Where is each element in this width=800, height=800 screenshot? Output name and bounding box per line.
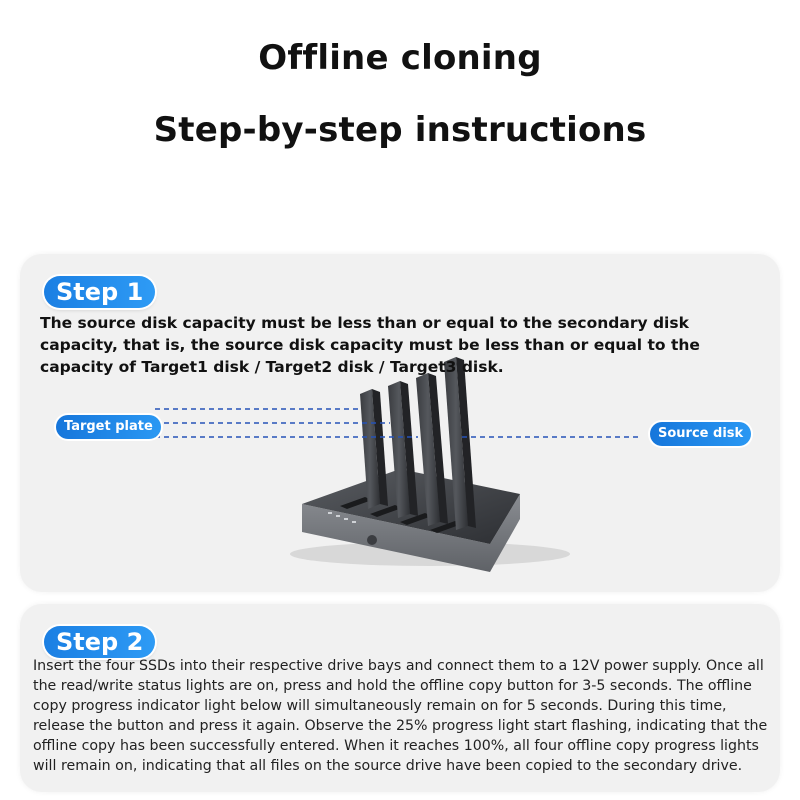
step2-description: Insert the four SSDs into their respective drive bays and connect them to a 12V power supply. Once all the read/write status lights are on, press and hold the offline copy button for 3-5 seconds. The offline copy progress indicator light below will simultaneously remain on for 5 seconds. During this time, release the button and press it again. Observe the 25% progress light start flashing, indicating that the offline copy has been successfully entered. When it reaches 100%, all four offline copy progress lights will remain on, indicating that all files on the source drive have been copied to the secondary drive.: [33, 658, 768, 774]
source-disk-label: Source disk: [650, 422, 751, 446]
target-plate-label: Target plate: [56, 415, 161, 439]
step1-description: The source disk capacity must be less than or equal to the secondary disk capacity, that is, the source disk capacity must be less than or equal to the capacity of Target1 disk / Target2 disk / Target3 disk.: [40, 314, 700, 376]
step2-card: [20, 604, 780, 792]
step1-card: [20, 254, 780, 592]
step2-badge: Step 2: [44, 626, 155, 658]
step1-badge: Step 1: [44, 276, 155, 308]
page-subtitle: Step-by-step instructions: [153, 110, 647, 150]
page-title: Offline cloning: [258, 38, 542, 78]
